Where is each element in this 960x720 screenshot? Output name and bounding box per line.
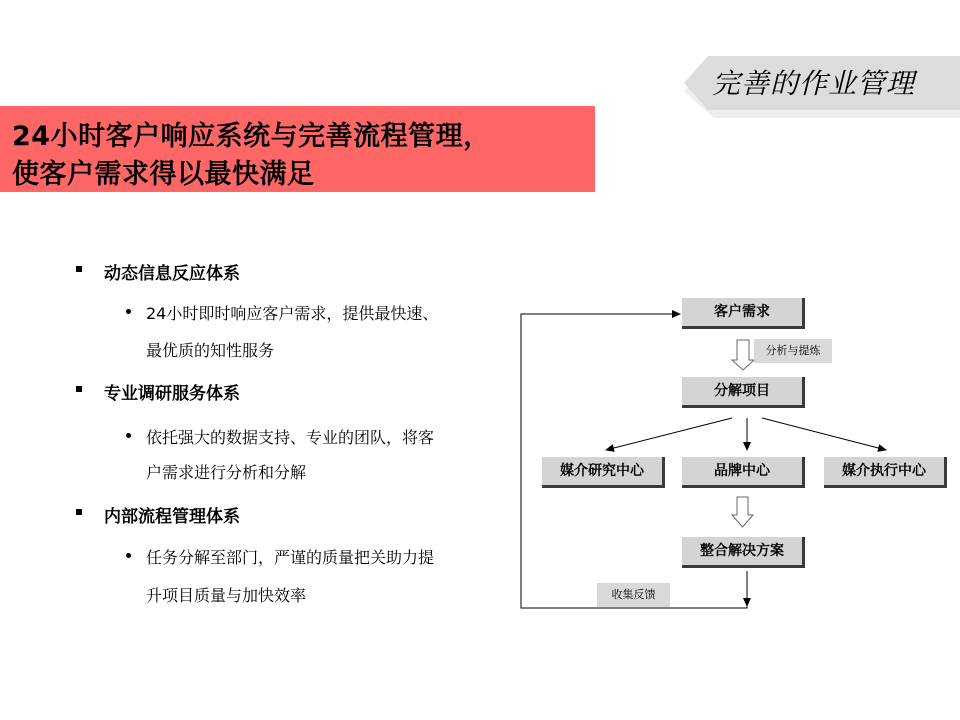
section-title-3: 内部流程管理体系 — [104, 507, 240, 527]
section-2-detail-line-2: 户需求进行分析和分解 — [146, 463, 307, 482]
node-media-execution-center: 媒介执行中心 — [824, 457, 947, 488]
headline-line-1: 24小时客户响应系统与完善流程管理， — [12, 121, 491, 152]
hollow-arrow-icon — [732, 340, 754, 370]
section-1-detail-line-2: 最优质的知性服务 — [146, 341, 275, 360]
node-integrated-solution: 整合解决方案 — [682, 537, 805, 568]
branch-arrow-right — [762, 418, 886, 450]
headline-line-2: 使客户需求得以最快满足 — [12, 159, 315, 190]
page-title: 完善的作业管理 — [712, 67, 916, 100]
section-1-detail-line-1: 24小时即时响应客户需求，提供最快速、 — [146, 304, 439, 323]
tag-collect-feedback: 收集反馈 — [597, 583, 670, 607]
node-customer-demand: 客户需求 — [682, 298, 805, 329]
section-title-1: 动态信息反应体系 — [104, 264, 240, 284]
section-title-2: 专业调研服务体系 — [104, 384, 240, 404]
section-3-detail-line-1: 任务分解至部门，严谨的质量把关助力提 — [146, 548, 435, 567]
section-2-detail-line-1: 依托强大的数据支持、专业的团队，将客 — [146, 428, 435, 447]
hollow-arrow-icon — [732, 497, 753, 527]
node-media-research-center: 媒介研究中心 — [542, 457, 665, 488]
node-brand-center: 品牌中心 — [682, 457, 805, 488]
tag-analyze: 分析与提炼 — [754, 339, 832, 363]
branch-arrow-left — [606, 418, 732, 450]
section-3-detail-line-2: 升项目质量与加快效率 — [146, 586, 307, 605]
node-decompose-project: 分解项目 — [682, 377, 805, 408]
